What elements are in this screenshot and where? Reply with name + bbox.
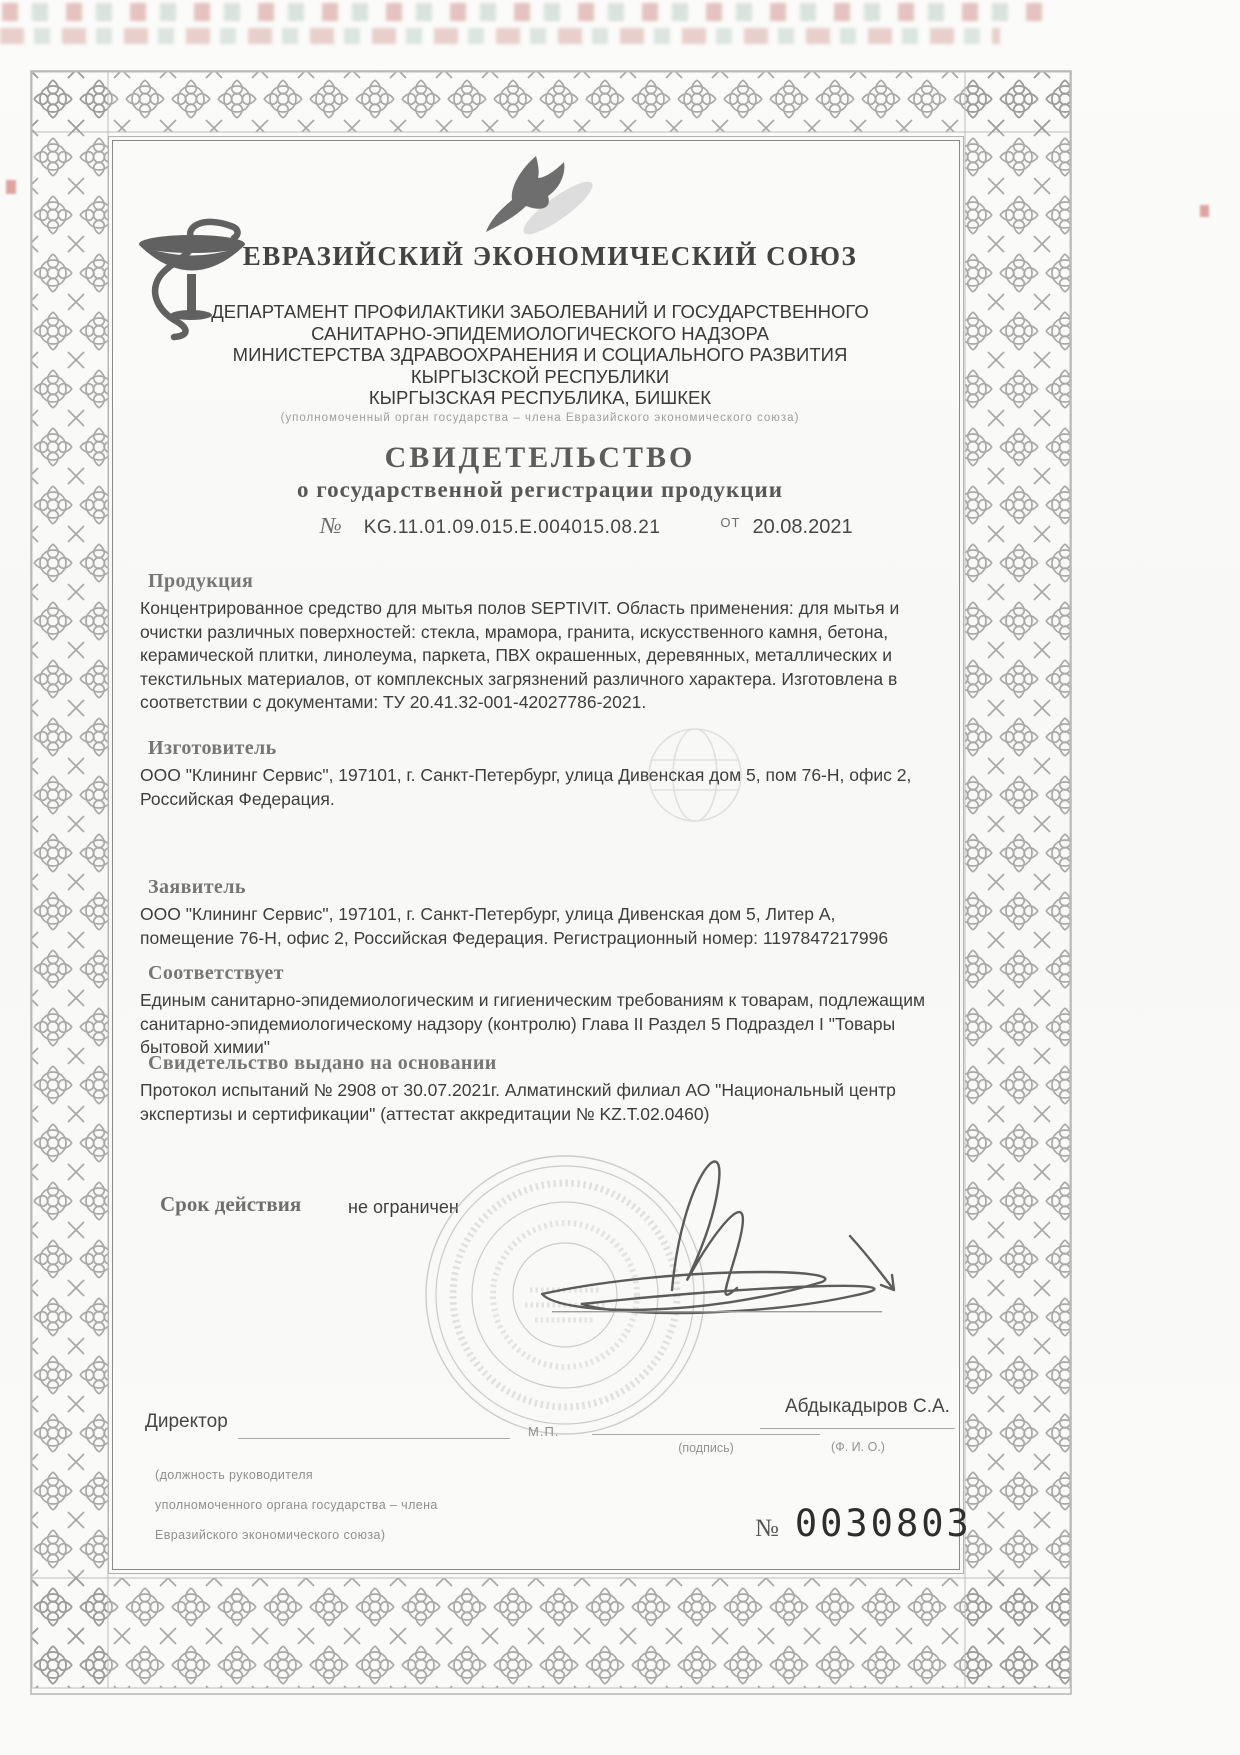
section-applicant <box>140 876 934 950</box>
validity-label: Срок действия <box>160 1192 302 1216</box>
scan-artifact-speck <box>1200 205 1209 217</box>
section-text: ООО "Клининг Сервис", 197101, г. Санкт-Петербург, улица Дивенская дом 5, Литер А, помещение 76-Н, офис 2, Российская Федерация. Регистрационный номер: 1197847217996 <box>140 904 889 948</box>
name-line <box>760 1428 955 1429</box>
section-title: Продукция <box>148 570 254 592</box>
date-preposition: ОТ <box>720 515 741 530</box>
scan-artifact-top-row1 <box>2 3 1052 21</box>
note-line: (должность руководителя <box>155 1468 314 1482</box>
scan-artifact-top-row2 <box>0 28 1000 44</box>
document-title: СВИДЕТЕЛЬСТВО <box>384 441 696 474</box>
director-signature-line <box>238 1438 510 1439</box>
document-subtitle: о государственной регистрации продукции <box>297 477 783 502</box>
section-compliance <box>140 962 934 1060</box>
number-sign: № <box>320 513 342 538</box>
authority-line: ДЕПАРТАМЕНТ ПРОФИЛАКТИКИ ЗАБОЛЕВАНИЙ И ГОСУДАРСТВЕННОГО <box>211 301 869 322</box>
authority-note: (уполномоченный орган государства – члена Евразийского экономического союза) <box>280 412 800 424</box>
validity-value: не ограничен <box>348 1197 459 1217</box>
authority-line: САНИТАРНО-ЭПИДЕМИОЛОГИЧЕСКОГО НАДЗОРА <box>311 322 769 344</box>
issuing-authority <box>140 301 940 409</box>
registration-number: KG.11.01.09.015.E.004015.08.21 <box>363 517 661 538</box>
registration-date: 20.08.2021 <box>752 516 853 538</box>
note-line: уполномоченного органа государства – члена <box>155 1498 438 1512</box>
director-label: Директор <box>145 1411 228 1432</box>
section-text: ООО "Клининг Сервис", 197101, г. Санкт-Петербург, улица Дивенская дом 5, пом 76-Н, офис 2, Российская Федерация. <box>140 765 912 809</box>
union-title: ЕВРАЗИЙСКИЙ ЭКОНОМИЧЕСКИЙ СОЮЗ <box>242 241 858 271</box>
signatory-name: Абдыкадыров С.А. <box>785 1396 950 1417</box>
section-text: Единым санитарно-эпидемиологическим и гигиеническим требованиям к товарам, подлежащим санитарно-эпидемиологическому надзору (контролю) Глава II Раздел 5 Подраздел I "Товары бытовой химии" <box>140 990 926 1057</box>
section-title: Свидетельство выдано на основании <box>148 1052 497 1074</box>
director-position-note <box>155 1460 438 1550</box>
serial-number-sign: № <box>755 1515 779 1542</box>
section-title: Заявитель <box>148 876 246 898</box>
signature-scribble <box>520 1118 990 1328</box>
authority-line: КЫРГЫЗСКОЙ РЕСПУБЛИКИ <box>410 365 670 387</box>
bird-emblem-icon <box>478 150 608 245</box>
section-text: Концентрированное средство для мытья полов SEPTIVIT. Область применения: для мытья и очистки различных поверхностей: стекла, мрамора, гранита, искусственного камня, бетона, керамической плитки, линолеума, паркета, ПВХ окрашенных, деревянных, металлических и текстильных материалов, от комплексных загрязнений различного характера. Изготовлена в соответствии с документами: ТУ 20.41.32-001-42027786-2021. <box>140 598 900 712</box>
signature-line <box>592 1434 820 1435</box>
name-caption: (Ф. И. О.) <box>831 1440 885 1454</box>
section-manufacturer <box>140 737 934 811</box>
scan-artifact-speck <box>6 180 16 194</box>
authority-line: МИНИСТЕРСТВА ЗДРАВООХРАНЕНИЯ И СОЦИАЛЬНОГО РАЗВИТИЯ <box>232 344 848 365</box>
section-text: Протокол испытаний № 2908 от 30.07.2021г. Алматинский филиал АО "Национальный центр экспертизы и сертификации" (аттестат аккредитации № KZ.Т.02.0460) <box>140 1080 896 1124</box>
section-product <box>140 570 934 715</box>
section-title: Соответствует <box>148 962 284 984</box>
registration-number-row <box>320 513 853 539</box>
note-line: Евразийского экономического союза) <box>155 1528 386 1542</box>
section-title: Изготовитель <box>148 737 277 759</box>
blank-serial-row <box>755 1502 972 1545</box>
stamp-place-label: М.П. <box>528 1424 560 1439</box>
serial-number: 0030803 <box>794 1502 972 1545</box>
authority-line: КЫРГЫЗСКАЯ РЕСПУБЛИКА, БИШКЕК <box>368 387 712 408</box>
signature-caption: (подпись) <box>678 1441 734 1455</box>
section-basis <box>140 1052 934 1126</box>
